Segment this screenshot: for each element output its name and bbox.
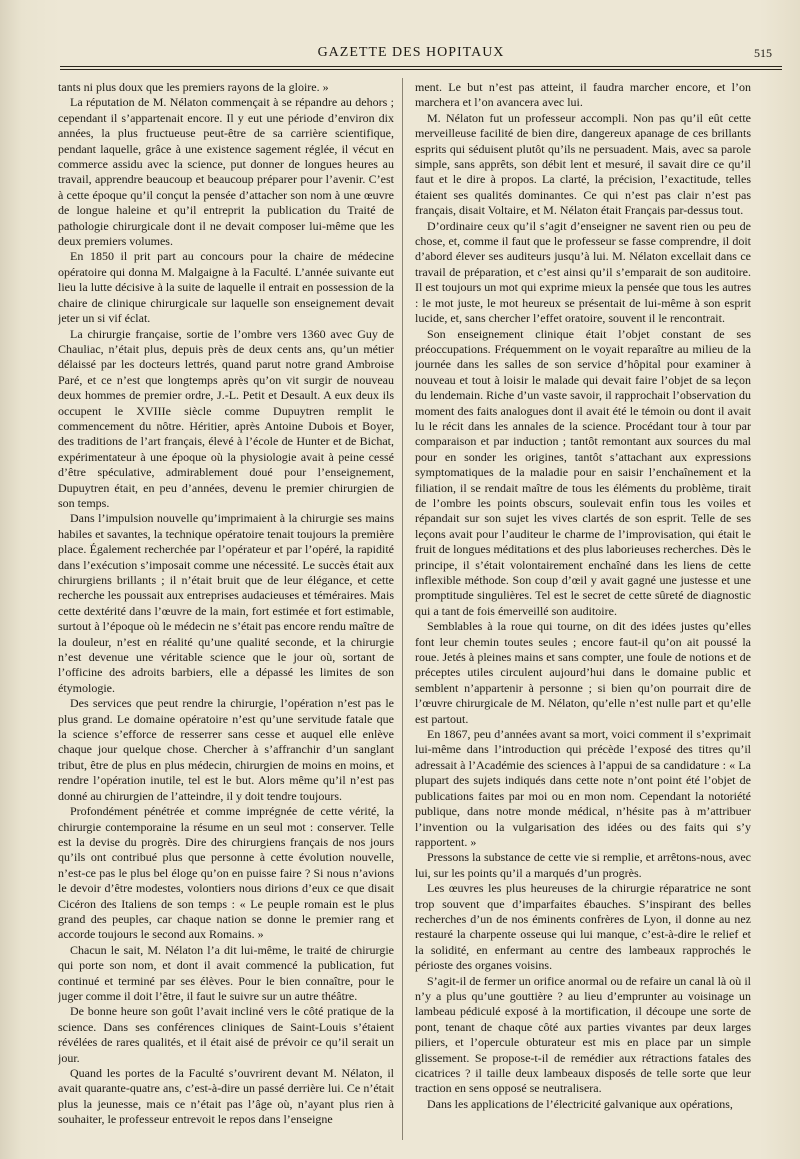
paragraph: S’agit-il de fermer un orifice anormal ou de refaire un canal là où il n’y a plus qu’une gouttière ? au lieu d’emprunter au voisinage un lambeau pédiculé exposé à la mortification, il découpe une sorte de pont, tenant de chaque côté aux parties vivantes par deux larges piliers, et l’opercule obturateur est mis en place par un simple glissement. Se propose-t-il de remédier aux rétractions fatales des cicatrices ? il taille deux lambeaux disposés de telle sorte que leur traction en sens opposé se neutralisera. [415, 973, 751, 1096]
paragraph: De bonne heure son goût l’avait incliné vers le côté pratique de la science. Dans ses conférences cliniques de Saint-Louis s’étaient révélées de rares qualités, et il était aisé de prévoir ce qu’il serait un jour. [58, 1004, 394, 1065]
paragraph: M. Nélaton fut un professeur accompli. Non pas qu’il eût cette merveilleuse facilité de bien dire, dangereux apanage de ces brillants esprits qui séduisent plutôt qu’ils ne persuadent. Mais, avec sa parole simple, sans apprêts, son débit lent et mesuré, il savait dire ce qu’il faut et le dire à propos. La clarté, la précision, l’exactitude, telles étaient ses qualités dominantes. Ce qui n’est pas clair n’est pas français, disait Voltaire, et M. Nélaton était Français par-dessus tout. [415, 110, 751, 218]
left-column [58, 80, 394, 1140]
header-rule [60, 66, 782, 67]
page-number: 515 [754, 46, 772, 60]
paragraph: La réputation de M. Nélaton commençait à se répandre au dehors ; cependant il s’appartenait encore. Il y eut une période d’environ dix années, la plus fructueuse peut-être de sa carrière scientifique, pendant laquelle, grâce à une existence sagement réglée, il vécut en commerce assidu avec la science, put donner de longues heures au travail, apprendre beaucoup et beaucoup préparer pour l’avenir. C’est à cette époque qu’il conçut la pensée d’attacher son nom à une œuvre de longue haleine et qu’il entreprit la publication du Traité de pathologie chirurgicale dont il ne devait composer lui-même que les deux premiers volumes. [58, 95, 394, 249]
paragraph: Dans l’impulsion nouvelle qu’imprimaient à la chirurgie ses mains habiles et savantes, la technique opératoire tenait toujours la première place. Également recherchée par l’opérateur et par l’opéré, la rapidité dans l’exécution s’imposait comme une nécessité. Le succès était aux chirurgiens brillants ; il n’était bruit que de leur élégance, et cette recherche les poussait aux entreprises audacieuses et téméraires. Mais cette dextérité dans l’œuvre de la main, fort estimée et fort estimable, surtout à l’époque où le médecin ne s’était pas encore rendu maître de la douleur, n’est en réalité qu’une qualité seconde, et la chirurgie n’est devenue une véritable science que le jour où, sortant de l’officine des adroits barbiers, elle a dépassé les limites de son étymologie. [58, 511, 394, 695]
column-divider [402, 78, 403, 1140]
paragraph: La chirurgie française, sortie de l’ombre vers 1360 avec Guy de Chauliac, n’était plus, depuis près de deux cents ans, qu’un métier délaissé par les docteurs lettrés, quand parut notre grand Ambroise Paré, et ce n’est que longtemps après qu’on vit surgir de nouveau deux hommes de premier ordre, J.-L. Petit et Desault. A eux deux ils occupent le XVIIIe siècle comme Dupuytren remplit le commencement du nôtre. Héritier, après Antoine Dubois et Boyer, des traditions de l’art français, élevé à l’école de Hunter et de Bichat, expérimentateur à une époque où la physiologie avait à peine cessé d’être spéculative, admirablement doué pour l’enseignement, Dupuytren était, en peu d’années, devenu le premier chirurgien de son temps. [58, 326, 394, 510]
paragraph: tants ni plus doux que les premiers rayons de la gloire. » [58, 80, 329, 94]
paragraph: Profondément pénétrée et comme imprégnée de cette vérité, la chirurgie contemporaine la résume en un seul mot : conserver. Telle est la devise du progrès. Dire des chirurgiens français de nos jours qu’ils ont contribué plus que personne à cette évolution nouvelle, n’est-ce pas le plus bel éloge qu’on en puisse faire ? Si nous n’avions le devoir d’être modestes, volontiers nous dirions d’eux ce que disait Cicéron des Italiens de son temps : « Le peuple romain est le plus grand des peuples, car chaque nation se donne le premier rang et accorde toujours le second aux Romains. » [58, 804, 394, 942]
paragraph: Quand les portes de la Faculté s’ouvrirent devant M. Nélaton, il avait quarante-quatre ans, c’est-à-dire un passé derrière lui. Ce n’était plus la jeunesse, mais ce n’était pas l’âge où, n’ayant plus rien à souhaiter, le professeur entrevoit le repos dans l’enseigne [58, 1066, 394, 1127]
paragraph: Dans les applications de l’électricité galvanique aux opérations, [427, 1096, 733, 1111]
header-rule-double [60, 69, 782, 70]
right-column [415, 80, 751, 1140]
paragraph: Les œuvres les plus heureuses de la chirurgie réparatrice ne sont trop souvent que d’imparfaites ébauches. S’inspirant des belles recherches d’un de nos éminents confrères de Lyon, il donne au nez restauré la charpente osseuse qui lui manque, c’est-à-dire le relief et la solidité, en enfermant au centre des lambeaux rapprochés le périoste des organes voisins. [415, 881, 751, 973]
paragraph: Pressons la substance de cette vie si remplie, et arrêtons-nous, avec lui, sur les points qu’il a marqués d’un progrès. [415, 850, 751, 880]
journal-title: GAZETTE DES HOPITAUX [317, 45, 505, 60]
paragraph: Son enseignement clinique était l’objet constant de ses préoccupations. Fréquemment on le voyait reparaître au milieu de la journée dans les salles de son service d’hôpital pour examiner à nouveau et tout à loisir le malade qui devait faire l’objet de sa leçon du lendemain. Riche d’un vaste savoir, il rapprochait l’observation du moment des faits analogues dont il avait été le témoin ou dont il avait lu le récit dans les annales de la science. Procédant tour à tour par comparaison et par induction ; tantôt remontant aux sources du mal pour en sonder les origines, tantôt s’attachant aux expressions symptomatiques de la maladie pour en saisir l’enchaînement et la filiation, il se rendait maître de tous les éléments du problème, tirait de l’ombre les points obscurs, soulevait enfin tous les voiles et répandait sur son sujet les vives clartés de son esprit. Telle de ses leçons avait pour l’auditeur le charme de l’improvisation, qui était le fruit de longues méditations et des plus laborieuses recherches. Dès le principe, il s’était volontairement enchaîné dans les liens de cette inflexible méthode. Son coup d’œil y avait gagné une justesse et une promptitude singulières. Tel est le secret de cette sûreté de diagnostic qui a tant de fois émerveillé son auditoire. [415, 326, 751, 618]
paragraph: En 1850 il prit part au concours pour la chaire de médecine opératoire qui donna M. Malgaigne à la Faculté. L’année suivante eut lieu la lutte décisive à la suite de laquelle il entrait en possession de la chaire de clinique chirurgicale sur laquelle son enseignement devait jeter un si vif éclat. [58, 249, 394, 326]
paragraph: D’ordinaire ceux qu’il s’agit d’enseigner ne savent rien ou peu de chose, et, comme il faut que le professeur se fasse comprendre, il doit d’abord élever ses auditeurs jusqu’à lui. M. Nélaton excellait dans ce travail de préparation, et c’est ainsi qu’il s’emparait de son auditoire. Il est toujours un mot qui exprime mieux la pensée que tous les autres : le mot juste, le mot heureux se présentait de lui-même à son esprit lucide, et, sans chercher l’effet oratoire, souvent il le rencontrait. [415, 218, 751, 326]
paragraph: En 1867, peu d’années avant sa mort, voici comment il s’exprimait lui-même dans l’introduction qui précède l’exposé des titres qu’il adressait à l’Académie des sciences à l’appui de sa candidature : « La plupart des sujets indiqués dans cette note n’ont point été l’objet de publications faites par moi ou en mon nom. Cependant la notoriété publique, dans notre monde médical, n’hésite pas à m’attribuer l’invention ou la vulgarisation des idées ou des faits qui s’y rapportent. » [415, 727, 751, 849]
paragraph: Semblables à la roue qui tourne, on dit des idées justes qu’elles font leur chemin toutes seules ; encore faut-il qu’on ait poussé la roue. Jetés à pleines mains et sans compter, une foule de notions et de préceptes utiles circulent aujourd’hui dans le domaine public et semblent n’appartenir à personne ; si bien qu’on pourrait dire de l’œuvre chirurgicale de M. Nélaton, qu’elle n’est nulle part et qu’elle est partout. [415, 619, 751, 726]
paragraph: ment. Le but n’est pas atteint, il faudra marcher encore, et l’on marchera et l’on avancera avec lui. [415, 80, 751, 110]
page-header [50, 40, 772, 62]
paragraph: Des services que peut rendre la chirurgie, l’opération n’est pas le plus grand. Le domaine opératoire n’est qu’une servitude fatale que la science s’efforce de resserrer sans cesse et auquel elle enlève chaque jour quelque chose. Chercher à s’affranchir d’un sanglant tribut, être de plus en plus médecin, chirurgien de moins en moins, et rendre l’opération inutile, tel est le but. Alors même qu’il n’est pas donné au chirurgien de l’atteindre, il y doit tendre toujours. [58, 696, 394, 803]
paragraph: Chacun le sait, M. Nélaton l’a dit lui-même, le traité de chirurgie qui porte son nom, et dont il avait commencé la publication, fut continué et terminé par ses élèves. Pour le bien connaître, pour le juger comme il doit l’être, il faut le suivre sur un autre théâtre. [58, 942, 394, 1003]
